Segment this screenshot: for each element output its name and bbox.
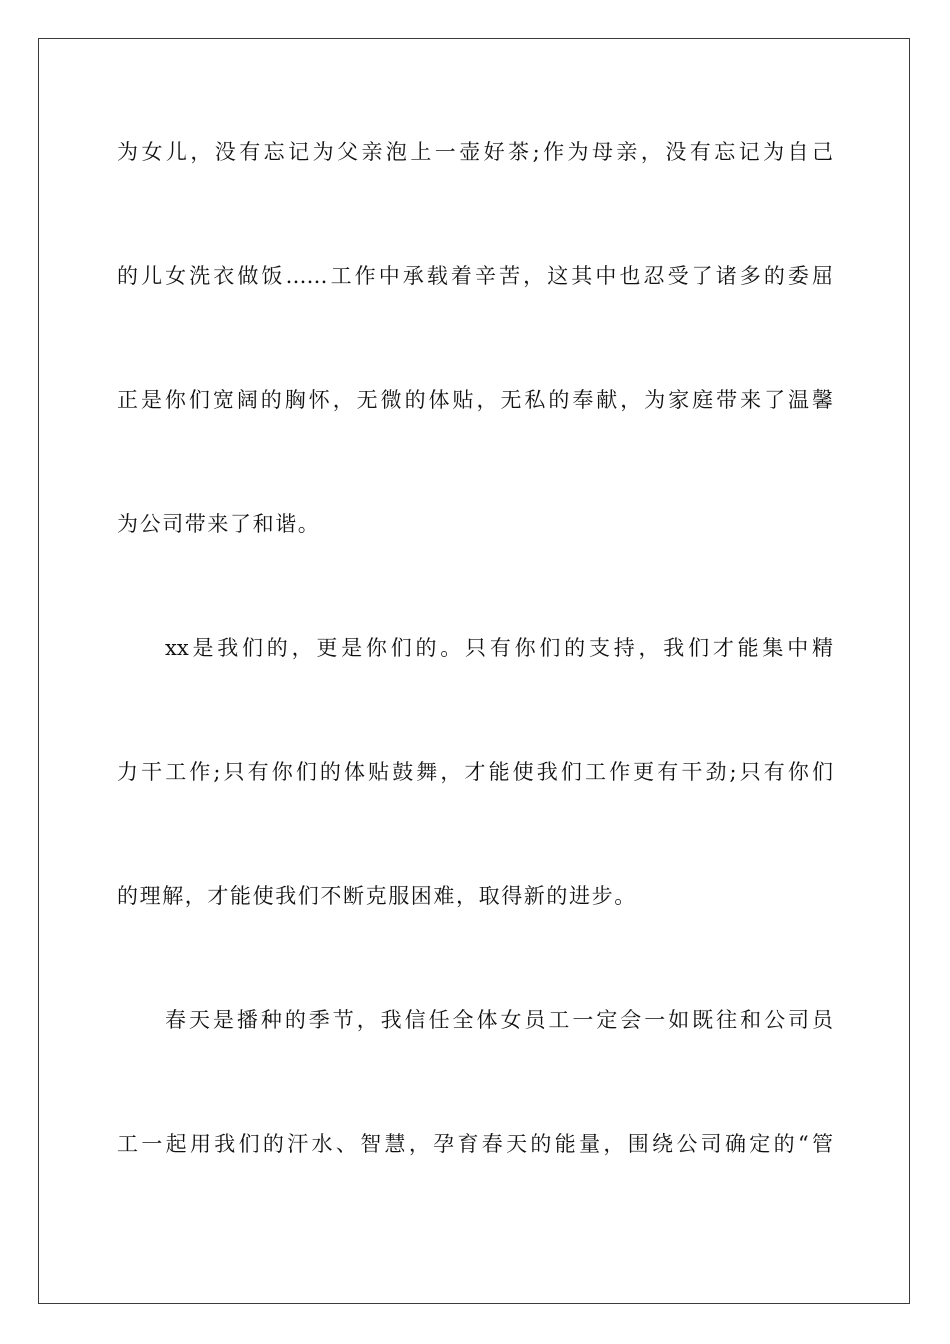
body-text-line: 的理解，才能使我们不断克服困难，取得新的进步。 <box>117 884 637 908</box>
paragraph-start-line: 春天是播种的季节，我信任全体女员工一定会一如既往和公司员 <box>165 1008 833 1032</box>
body-text-line: 工一起用我们的汗水、智慧，孕育春天的能量，围绕公司确定的“管 <box>117 1132 833 1156</box>
body-text-line: 为女儿，没有忘记为父亲泡上一壶好茶;作为母亲，没有忘记为自己 <box>117 140 833 164</box>
body-text-line: 的儿女洗衣做饭……工作中承载着辛苦，这其中也忍受了诸多的委屈 <box>117 264 833 288</box>
paragraph-start-line: xx是我们的，更是你们的。只有你们的支持，我们才能集中精 <box>165 636 833 660</box>
body-text-line: 为公司带来了和谐。 <box>117 512 321 536</box>
body-text-line: 正是你们宽阔的胸怀，无微的体贴，无私的奉献，为家庭带来了温馨 <box>117 388 833 412</box>
page-frame <box>38 38 910 1304</box>
body-text-line: 力干工作;只有你们的体贴鼓舞，才能使我们工作更有干劲;只有你们 <box>117 760 833 784</box>
